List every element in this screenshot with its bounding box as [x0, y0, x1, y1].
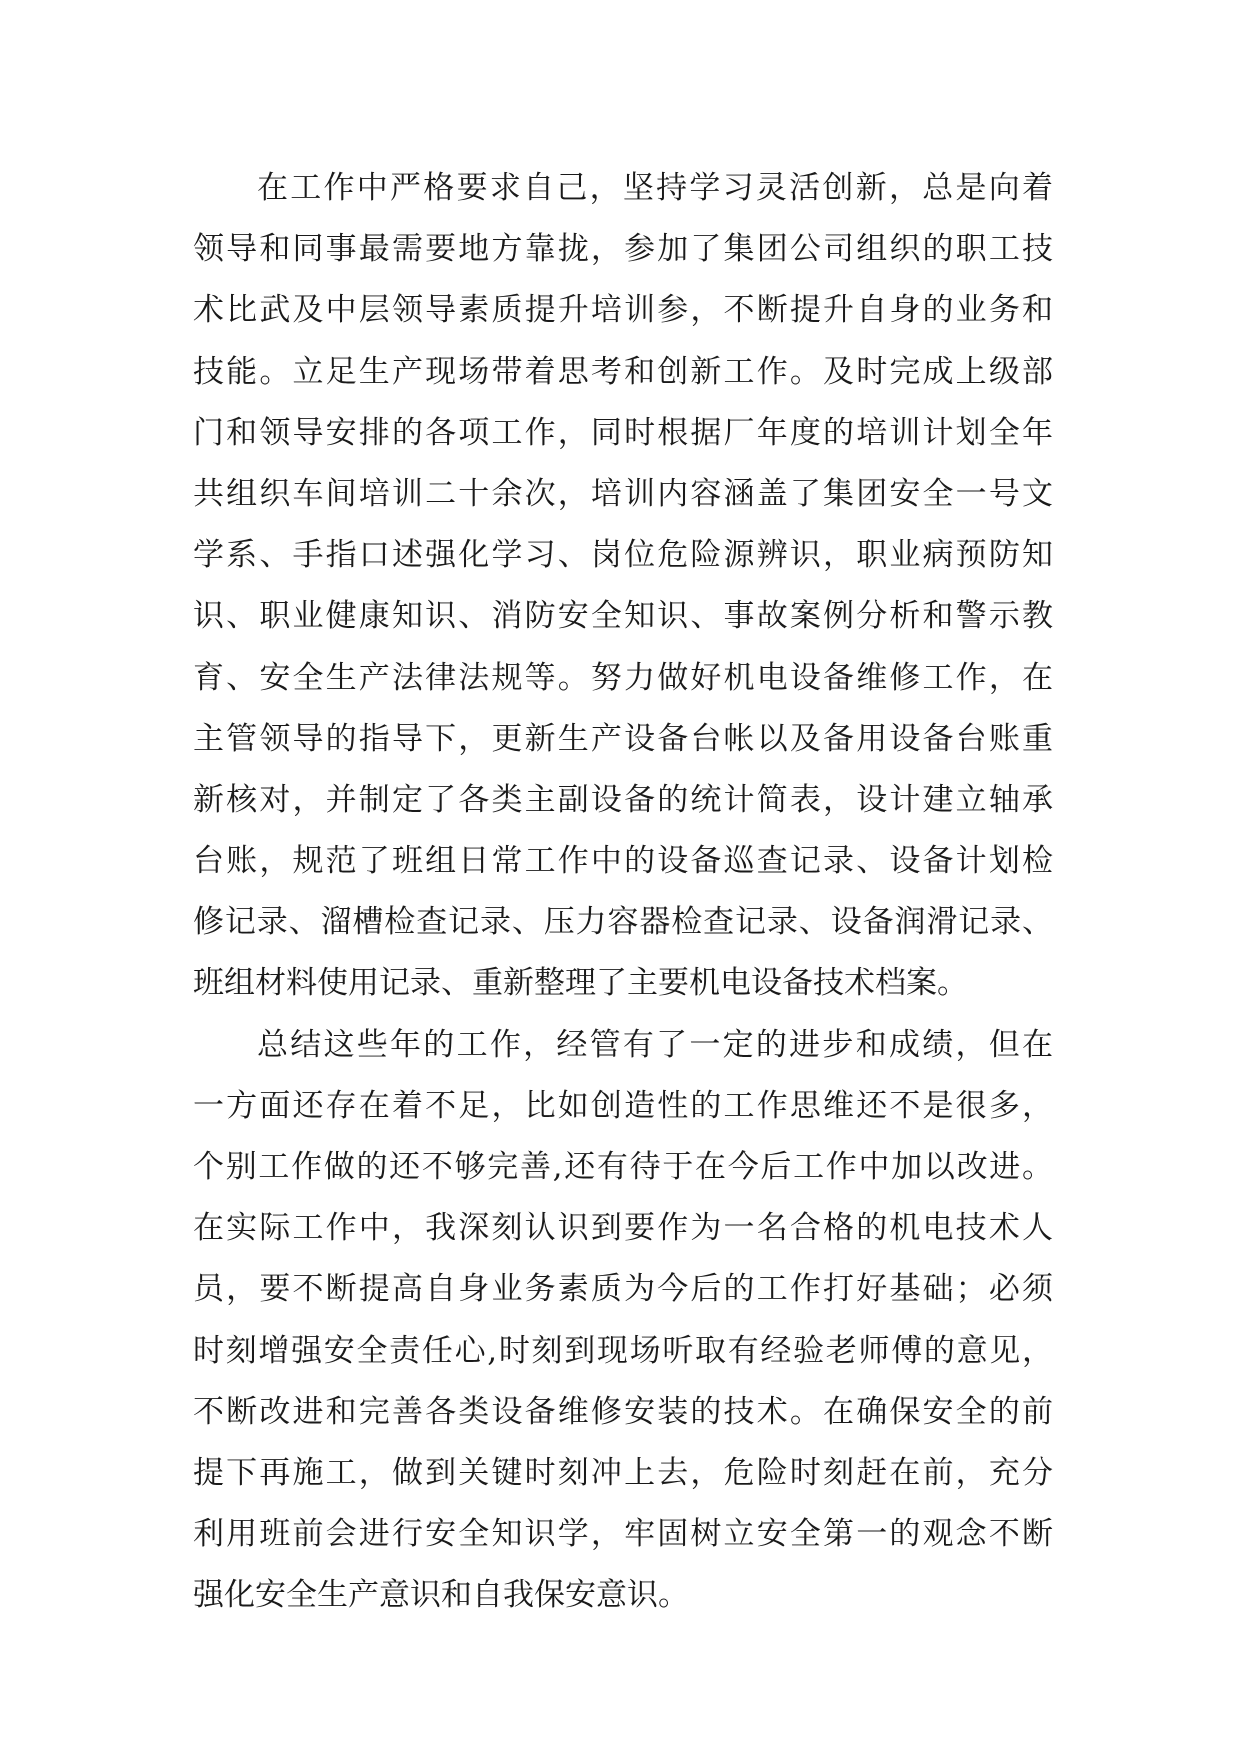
paragraph-line: 学系、手指口述强化学习、岗位危险源辨识，职业病预防知	[193, 537, 1053, 574]
paragraph-line: 领导和同事最需要地方靠拢，参加了集团公司组织的职工技	[193, 231, 1053, 268]
paragraph-line: 新核对，并制定了各类主副设备的统计简表，设计建立轴承	[193, 781, 1053, 818]
paragraph-line: 个别工作做的还不够完善,还有待于在今后工作中加以改进。	[193, 1149, 1053, 1185]
paragraph-line: 不断改进和完善各类设备维修安装的技术。在确保安全的前	[193, 1393, 1053, 1430]
paragraph-line: 识、职业健康知识、消防安全知识、事故案例分析和警示教	[193, 598, 1053, 635]
paragraph-line: 育、安全生产法律法规等。努力做好机电设备维修工作，在	[193, 659, 1053, 696]
paragraph-line: 台账，规范了班组日常工作中的设备巡查记录、设备计划检	[193, 843, 1053, 880]
paragraph-line: 提下再施工，做到关键时刻冲上去，危险时刻赶在前，充分	[193, 1454, 1053, 1491]
paragraph-line: 时刻增强安全责任心,时刻到现场听取有经验老师傅的意见，	[193, 1332, 1053, 1369]
paragraph-line: 总结这些年的工作，经管有了一定的进步和成绩，但在	[257, 1026, 1053, 1063]
paragraph-line: 强化安全生产意识和自我保安意识。	[193, 1577, 689, 1614]
paragraph-line: 员，要不断提高自身业务素质为今后的工作打好基础；必须	[193, 1271, 1053, 1308]
paragraph-line: 术比武及中层领导素质提升培训参，不断提升自身的业务和	[193, 292, 1053, 329]
paragraph-line: 班组材料使用记录、重新整理了主要机电设备技术档案。	[193, 965, 968, 1002]
paragraph-line: 技能。立足生产现场带着思考和创新工作。及时完成上级部	[193, 353, 1053, 390]
paragraph-line: 在实际工作中，我深刻认识到要作为一名合格的机电技术人	[193, 1210, 1053, 1247]
paragraph-line: 一方面还存在着不足，比如创造性的工作思维还不是很多，	[193, 1087, 1053, 1124]
paragraph-line: 在工作中严格要求自己，坚持学习灵活创新，总是向着	[257, 170, 1053, 206]
paragraph-line: 利用班前会进行安全知识学，牢固树立安全第一的观念不断	[193, 1516, 1053, 1553]
paragraph-1	[193, 158, 1053, 1015]
paragraph-line: 主管领导的指导下，更新生产设备台帐以及备用设备台账重	[193, 720, 1053, 757]
paragraph-line: 修记录、溜槽检查记录、压力容器检查记录、设备润滑记录、	[193, 904, 1053, 941]
paragraph-line: 共组织车间培训二十余次，培训内容涵盖了集团安全一号文	[193, 475, 1053, 512]
document-body	[193, 158, 1053, 1627]
paragraph-line: 门和领导安排的各项工作，同时根据厂年度的培训计划全年	[193, 414, 1053, 451]
paragraph-2	[193, 1015, 1053, 1627]
